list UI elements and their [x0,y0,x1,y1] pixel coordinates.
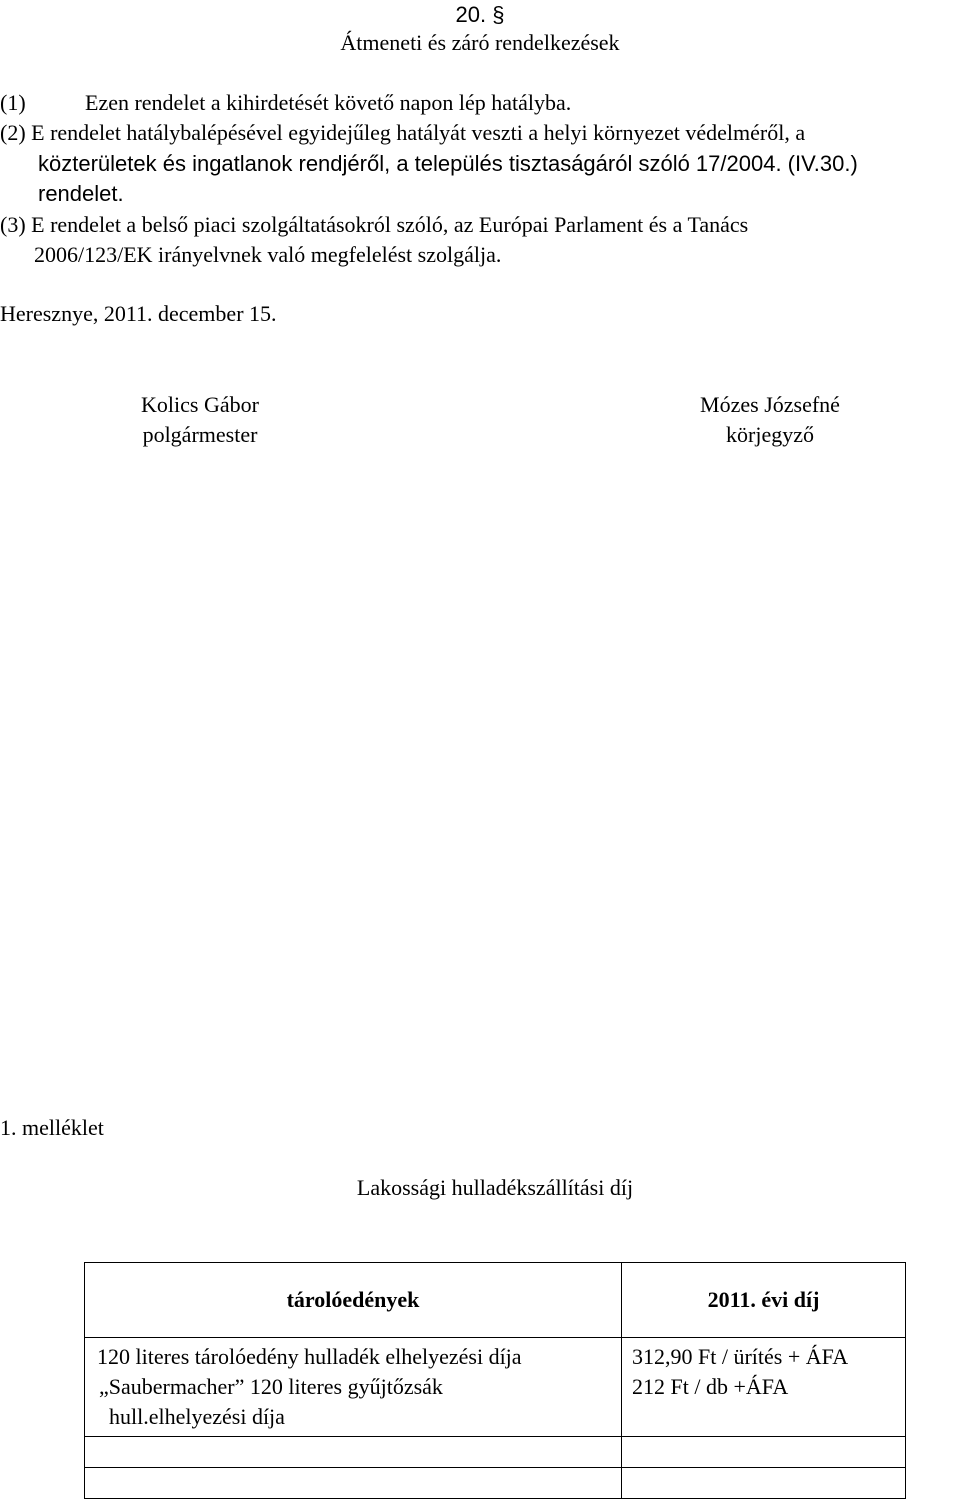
annex-title: Lakossági hulladékszállítási díj [356,1175,634,1200]
item-line: „Saubermacher” 120 literes gyűjtőzsák [99,1374,443,1399]
table-row-empty [85,1468,906,1499]
item-cell [85,1338,622,1437]
fee-line: 212 Ft / db +ÁFA [632,1374,789,1399]
header-containers: tárolóedények [85,1263,622,1338]
paragraph-1-text: Ezen rendelet a kihirdetését követő napon lép hatályba. [85,90,572,115]
empty-cell [85,1468,622,1499]
fee-table [84,1262,906,1499]
item-line: 120 literes tárolóedény hulladék elhelyezési díja [97,1344,522,1369]
fee-cell [622,1338,906,1437]
paragraph-2-line-1: (2) E rendelet hatálybalépésével egyidejűleg hatályát veszti a helyi környezet védelméről, a [0,120,806,145]
item-line: hull.elhelyezési díja [109,1404,285,1429]
signature-left-name: Kolics Gábor [141,392,259,417]
table-row-empty [85,1437,906,1468]
empty-cell [85,1437,622,1468]
section-title: Átmeneti és záró rendelkezések [340,30,620,55]
signature-right-name: Mózes Józsefné [700,392,840,417]
signature-right-title: körjegyző [726,422,814,447]
place-date: Heresznye, 2011. december 15. [0,301,277,326]
paragraph-3-line-2: 2006/123/EK irányelvnek való megfelelést szolgálja. [34,242,502,267]
signature-left-title: polgármester [142,422,258,447]
paragraph-2-line-3: rendelet. [38,181,124,206]
annex-label: 1. melléklet [0,1115,104,1140]
header-fee: 2011. évi díj [622,1263,906,1338]
empty-cell [622,1437,906,1468]
table-row [85,1338,906,1437]
fee-line: 312,90 Ft / ürítés + ÁFA [632,1344,849,1369]
paragraph-2-line-2: közterületek és ingatlanok rendjéről, a település tisztaságáról szóló 17/2004. (IV.30.) [38,151,858,176]
paragraph-1-number: (1) [0,90,26,115]
empty-cell [622,1468,906,1499]
section-number: 20. § [455,2,505,27]
paragraph-3-line-1: (3) E rendelet a belső piaci szolgáltatásokról szóló, az Európai Parlament és a Tanács [0,212,749,237]
fee-table-header-row [85,1263,906,1338]
